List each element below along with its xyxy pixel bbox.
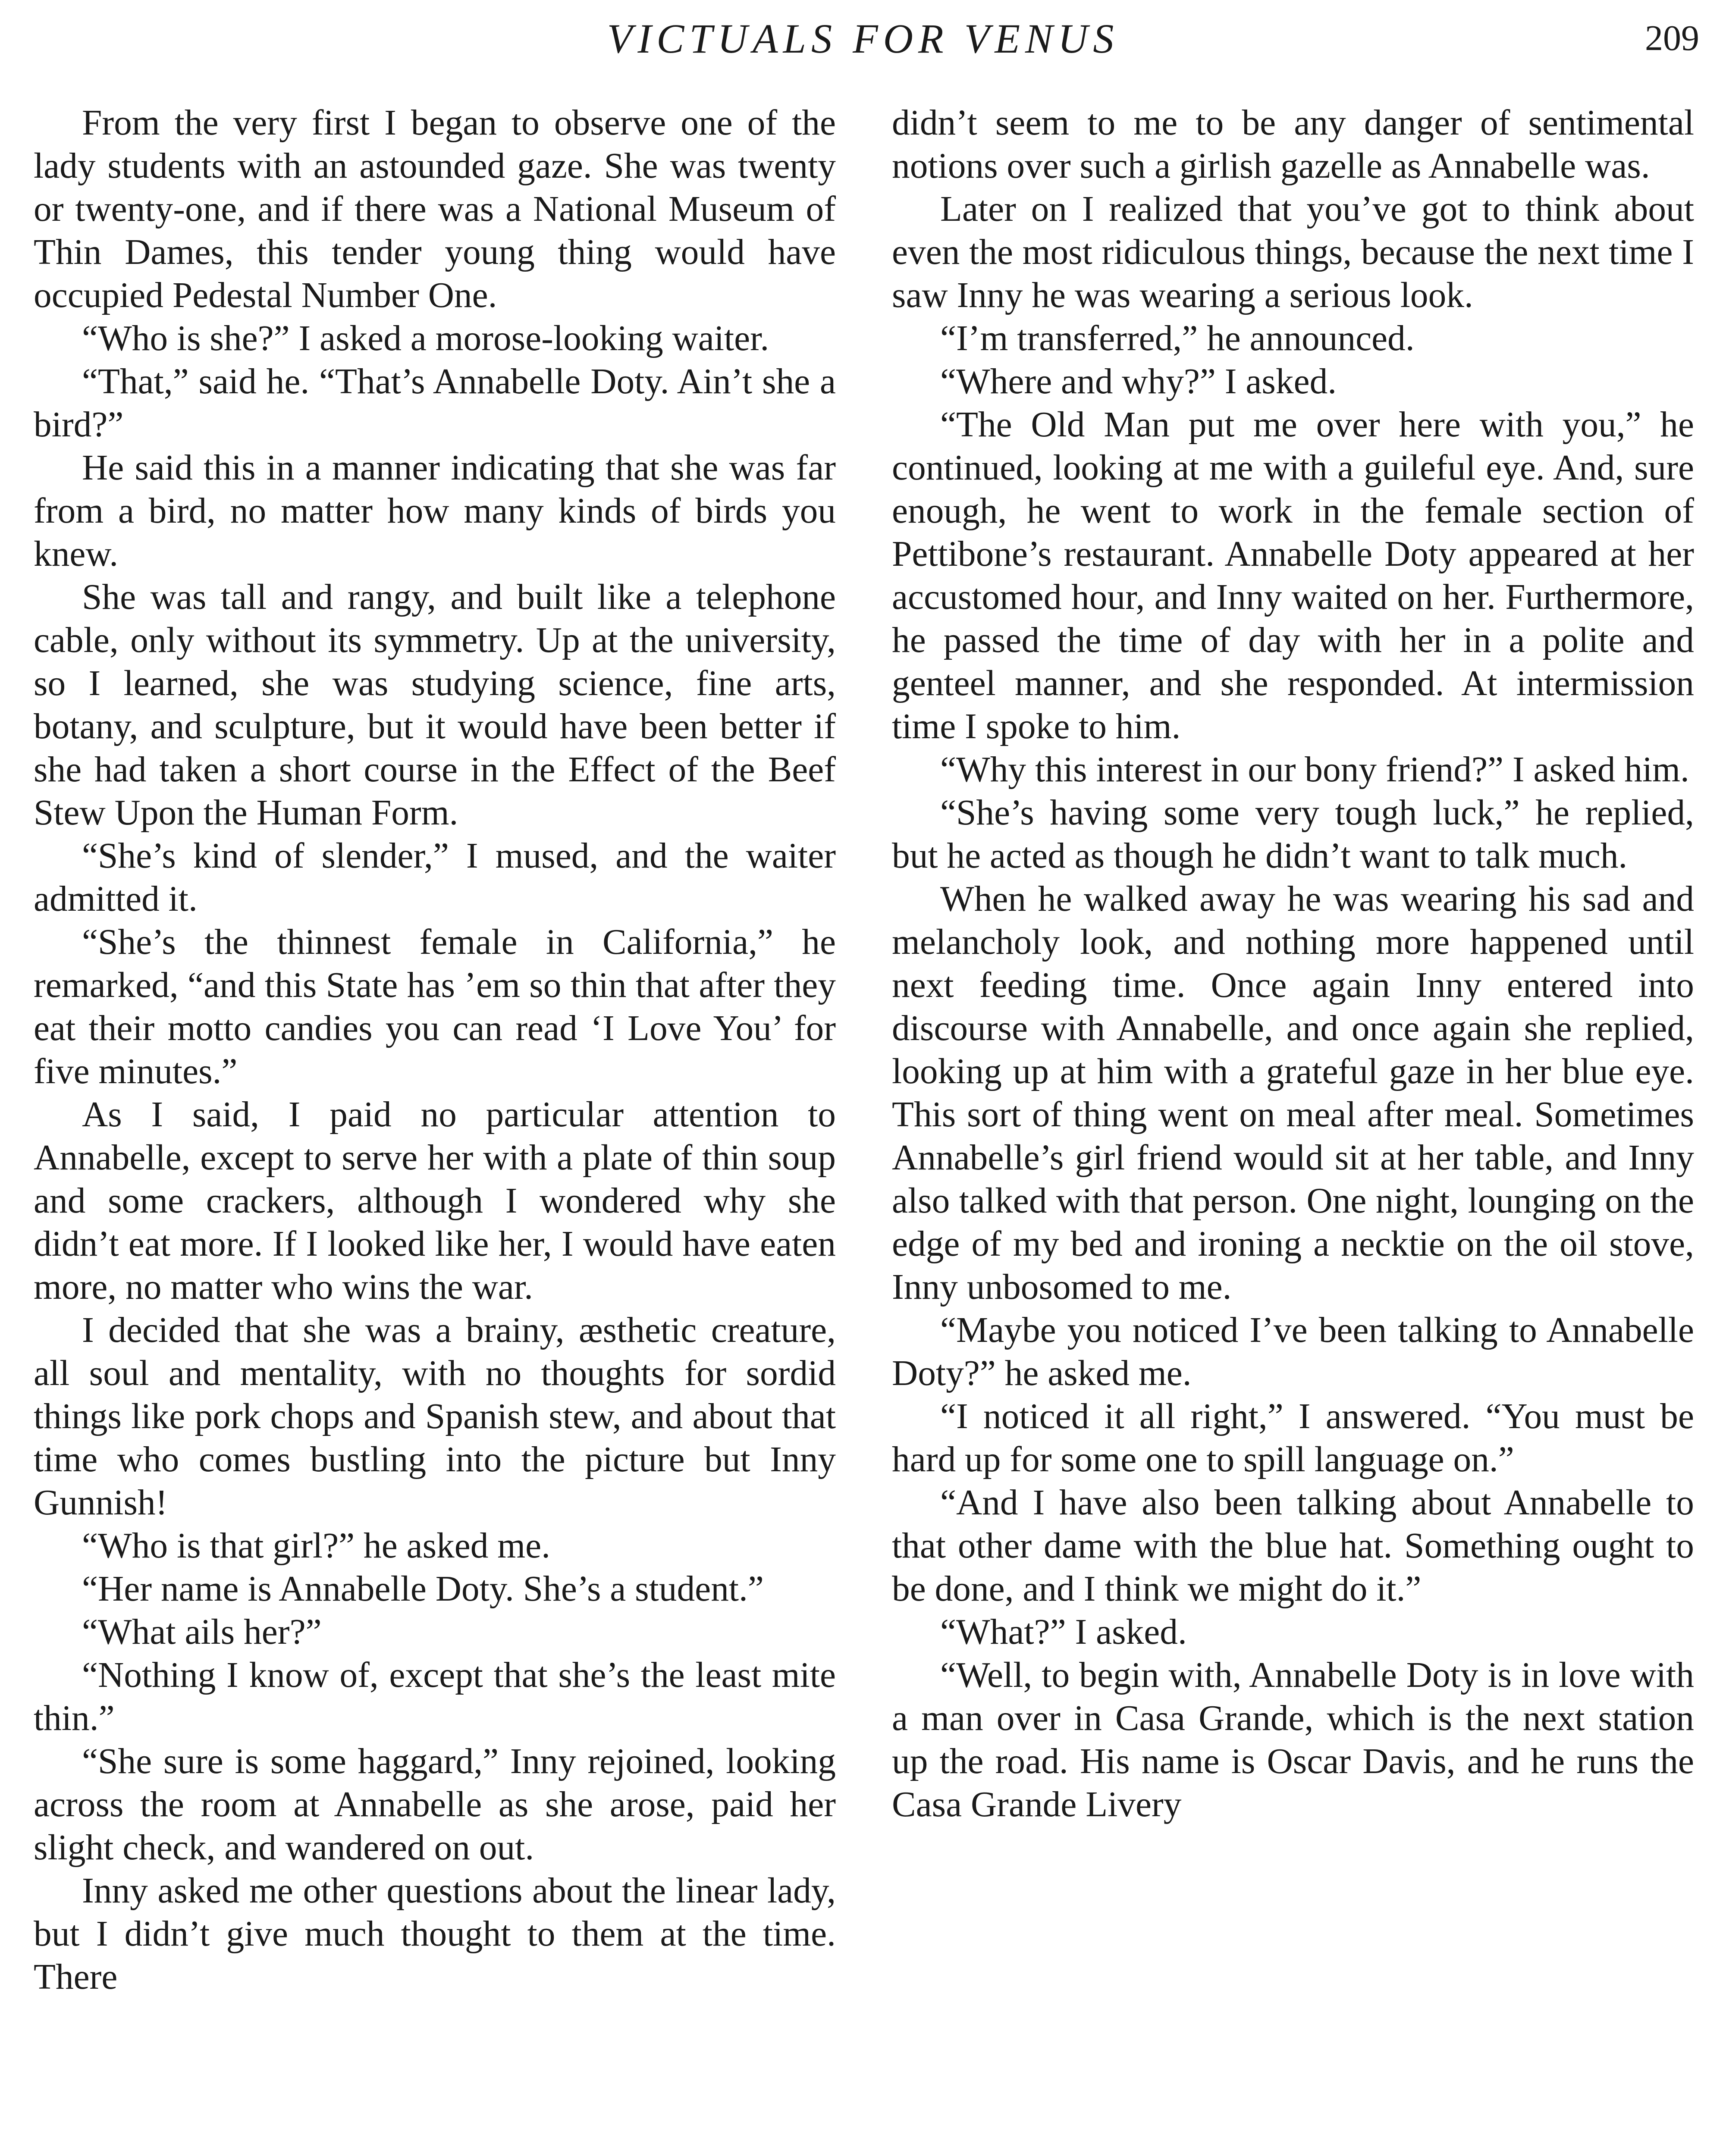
paragraph: “What?” I asked.	[940, 1612, 1187, 1652]
running-title: VICTUALS FOR VENUS	[607, 16, 1119, 62]
paragraph: “I’m transferred,” he announced.	[940, 319, 1415, 358]
paragraph: “And I have also been talking about Annabelle to that other dame with the blue hat. Something ought to be done, and I think we might do it.”	[892, 1483, 1694, 1609]
paragraph: Later on I realized that you’ve got to think about even the most ridiculous things, because the next time I saw Inny he was wearing a serious look.	[892, 189, 1694, 315]
page-header	[0, 0, 1726, 73]
paragraph: Inny asked me other questions about the linear lady, but I didn’t give much thought to them at the time. There	[34, 1871, 836, 1997]
left-column	[34, 101, 836, 2156]
paragraph: “The Old Man put me over here with you,” he continued, looking at me with a guileful eye. And, sure enough, he went to work in the female section of Pettibone’s restaurant. Annabelle Doty appeared at her accustomed hour, and Inny waited on her. Furthermore, he passed the time of day with her in a polite and genteel manner, and she responded. At intermission time I spoke to him.	[892, 405, 1694, 746]
paragraph: From the very first I began to observe one of the lady students with an astounded gaze. She was twenty or twenty-one, and if there was a National Museum of Thin Dames, this tender young thing would have occupied Pedestal Number One.	[34, 103, 836, 315]
paragraph: “Nothing I know of, except that she’s the least mite thin.”	[34, 1655, 836, 1738]
paragraph: “Her name is Annabelle Doty. She’s a student.”	[82, 1569, 764, 1609]
paragraph: “She sure is some haggard,” Inny rejoined, looking across the room at Annabelle as she arose, paid her slight check, and wandered on out.	[34, 1742, 836, 1868]
paragraph: “Who is she?” I asked a morose-looking waiter.	[82, 319, 769, 358]
paragraph-continued: didn’t seem to me to be any danger of sentimental notions over such a girlish gazelle as Annabelle was.	[892, 103, 1694, 186]
paragraph: “What ails her?”	[82, 1612, 322, 1652]
paragraph: “Where and why?” I asked.	[940, 362, 1337, 401]
paragraph: As I said, I paid no particular attention to Annabelle, except to serve her with a plate of thin soup and some crackers, although I wondered why she didn’t eat more. If I looked like her, I would have eaten more, no matter who wins the war.	[34, 1095, 836, 1307]
paragraph: “She’s kind of slender,” I mused, and the waiter admitted it.	[34, 836, 836, 919]
paragraph: “That,” said he. “That’s Annabelle Doty. Ain’t she a bird?”	[34, 362, 836, 445]
paragraph: “Why this interest in our bony friend?” I asked him.	[940, 750, 1689, 790]
page-number: 209	[1645, 18, 1699, 58]
paragraph: “She’s having some very tough luck,” he replied, but he acted as though he didn’t want to talk much.	[892, 793, 1694, 876]
paragraph: When he walked away he was wearing his sad and melancholy look, and nothing more happened until next feeding time. Once again Inny entered into discourse with Annabelle, and once again she replied, looking up at him with a grateful gaze in her blue eye. This sort of thing went on meal after meal. Sometimes Annabelle’s girl friend would sit at her table, and Inny also talked with that person. One night, lounging on the edge of my bed and ironing a necktie on the oil stove, Inny unbosomed to me.	[892, 879, 1694, 1307]
paragraph: “She’s the thinnest female in California,” he remarked, “and this State has ’em so thin that after they eat their motto candies you can read ‘I Love You’ for five minutes.”	[34, 922, 836, 1091]
paragraph: I decided that she was a brainy, æsthetic creature, all soul and mentality, with no thoughts for sordid things like pork chops and Spanish stew, and about that time who comes bustling into the picture but Inny Gunnish!	[34, 1310, 836, 1523]
paragraph: “Well, to begin with, Annabelle Doty is in love with a man over in Casa Grande, which is the next station up the road. His name is Oscar Davis, and he runs the Casa Grande Livery	[892, 1655, 1694, 1824]
paragraph: “Maybe you noticed I’ve been talking to Annabelle Doty?” he asked me.	[892, 1310, 1694, 1393]
paragraph: He said this in a manner indicating that she was far from a bird, no matter how many kinds of birds you knew.	[34, 448, 836, 574]
paragraph: “Who is that girl?” he asked me.	[82, 1526, 550, 1566]
right-column	[892, 101, 1694, 2156]
paragraph: She was tall and rangy, and built like a telephone cable, only without its symmetry. Up at the university, so I learned, she was studying science, fine arts, botany, and sculpture, but it would have been better if she had taken a short course in the Effect of the Beef Stew Upon the Human Form.	[34, 577, 836, 833]
paragraph: “I noticed it all right,” I answered. “You must be hard up for some one to spill language on.”	[892, 1397, 1694, 1479]
